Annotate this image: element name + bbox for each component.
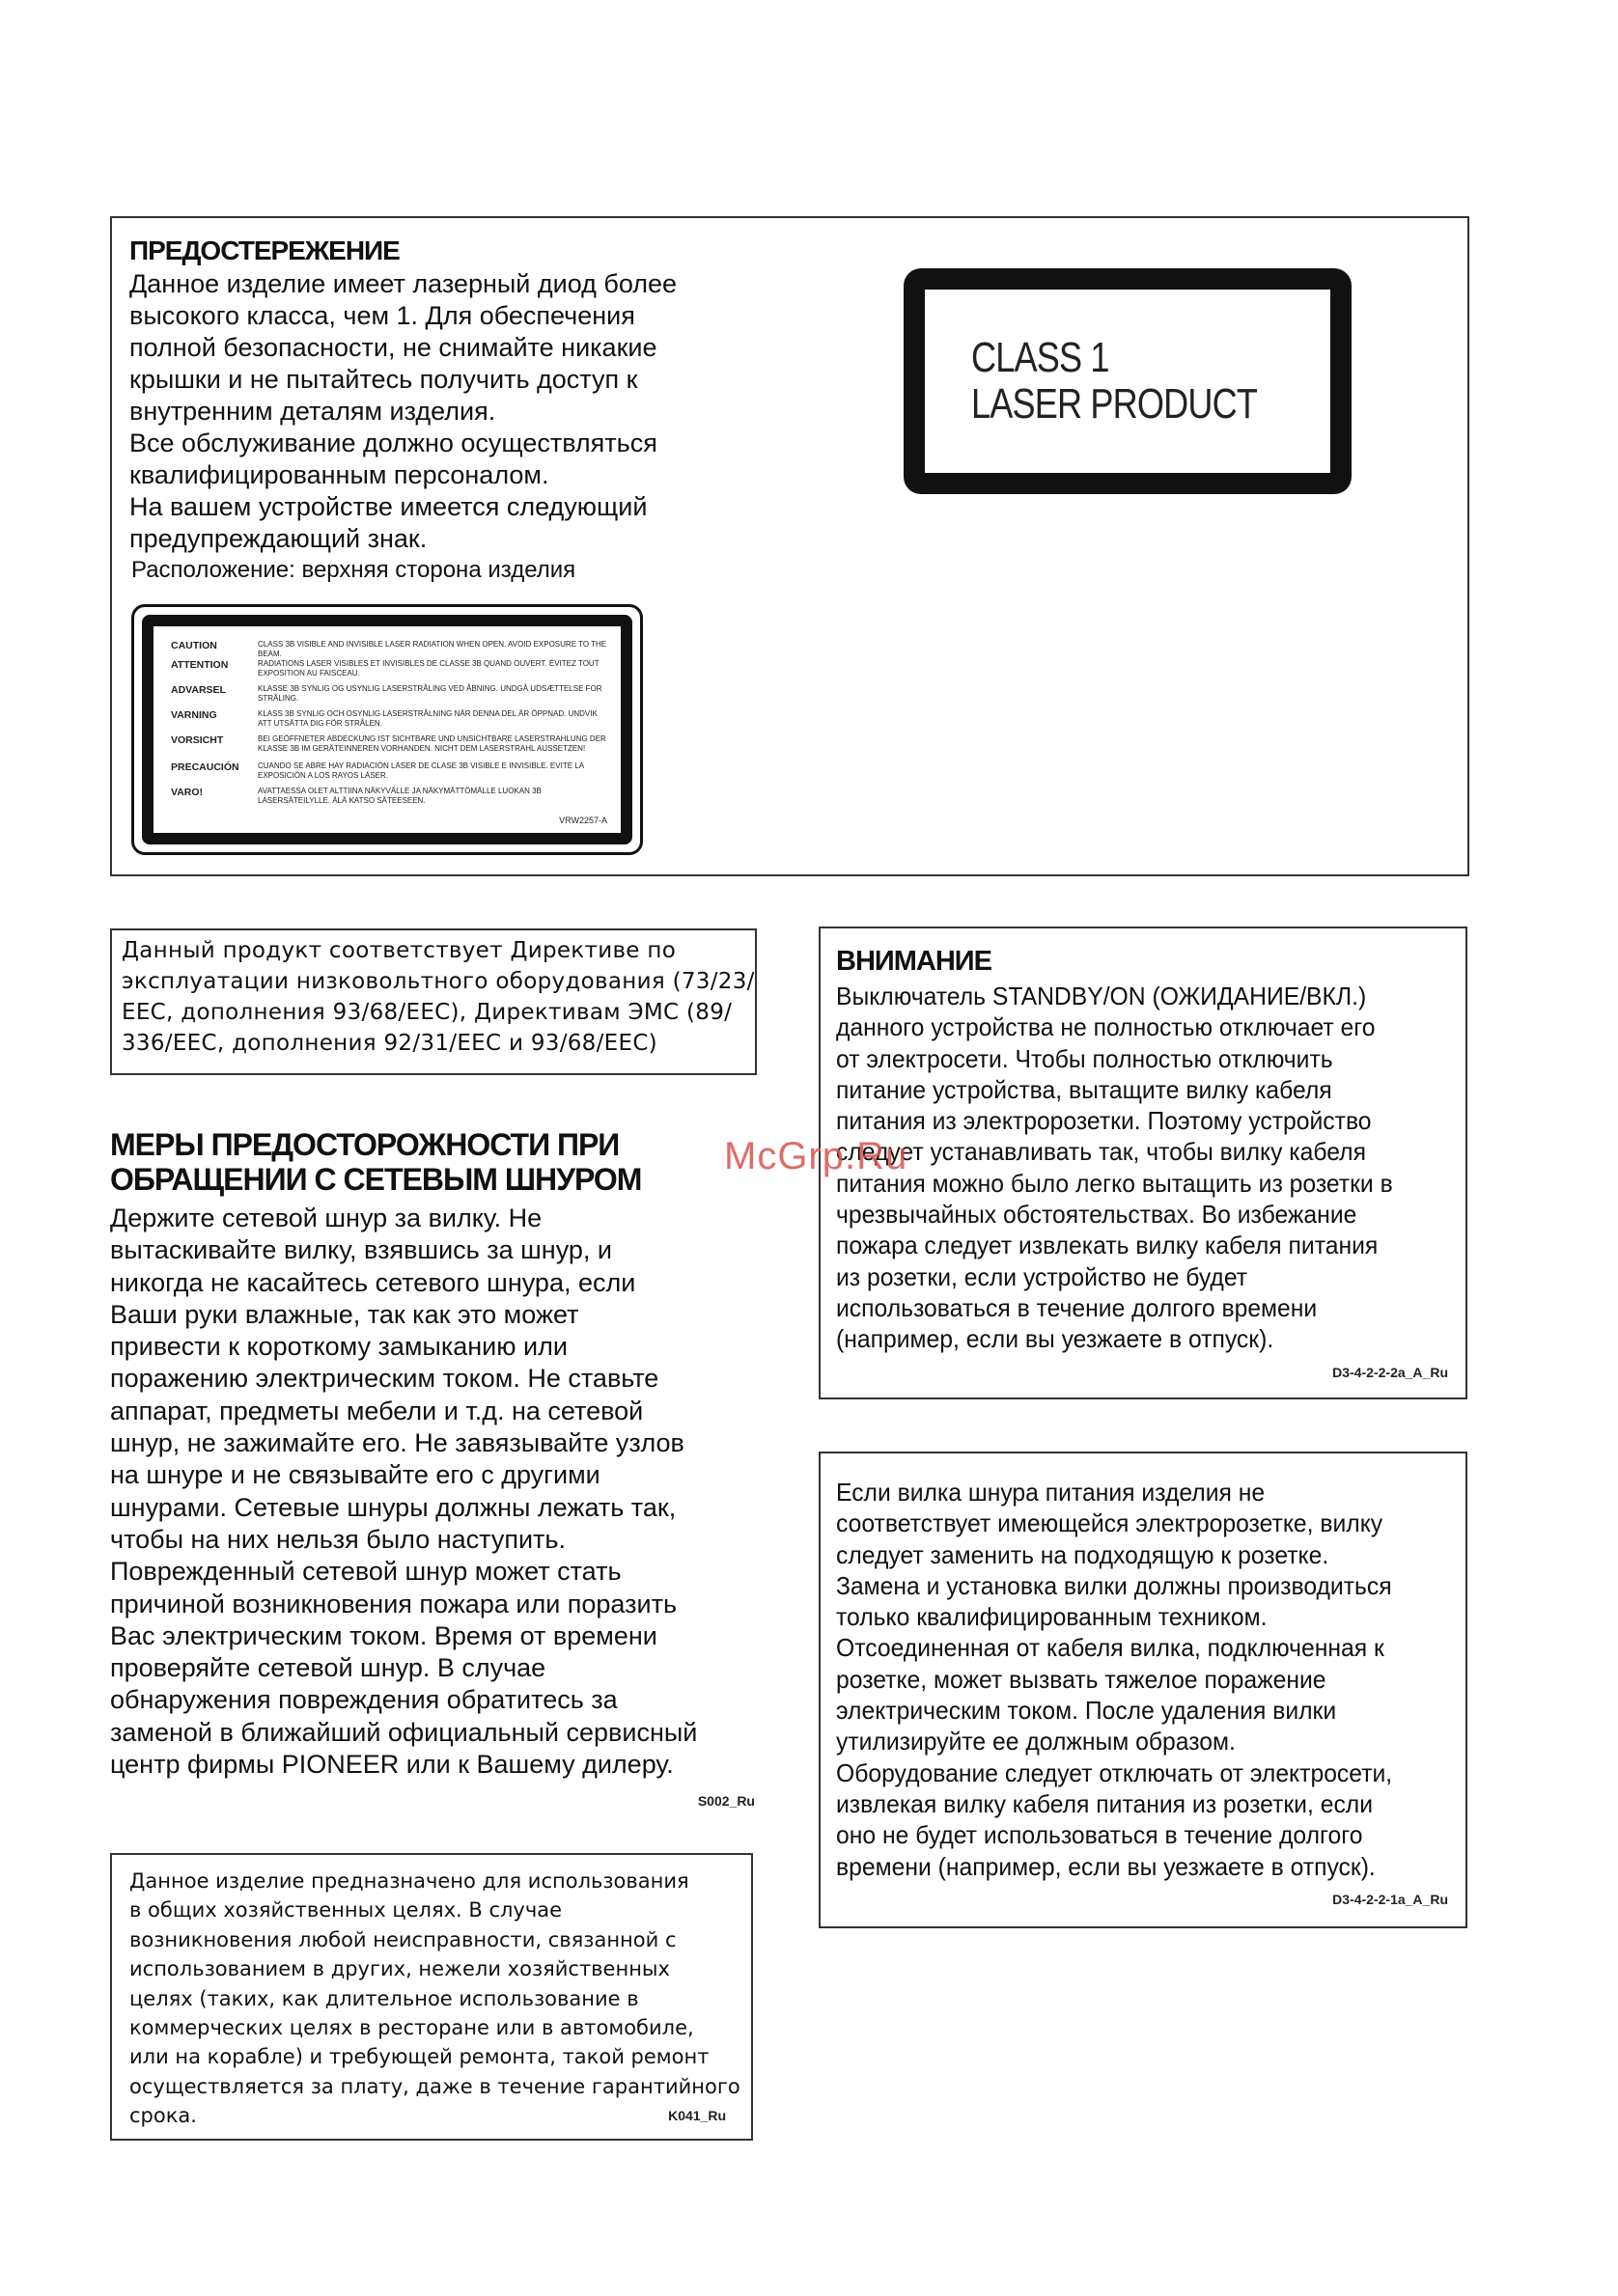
caution-box [110,216,1469,876]
attention-body: Выключатель STANDBY/ON (ОЖИДАНИЕ/ВКЛ.) данного устройства не полностью отключает его от электросети. Чтобы полностью отключить питание устройства, вытащите вилку кабеля питания из электророзетки. Поэтому устройство следует устанавливать так, чтобы вилку кабеля питания можно было легко вытащить из розетки в чрезвычайных обстоятельствах. Во избежание пожара следует извлекать вилку кабеля питания из розетки, если устройство не будет использоваться в течение долгого времени (например, если вы уезжаете в отпуск). [836,982,1393,1354]
label-row-attention: ATTENTION RADIATIONS LASER VISIBLES ET INVISIBLES DE CLASSE 3B QUAND OUVERT. ÉVITEZ TOUT EXPOSITION AU FAISCEAU. [171,659,600,678]
class1-line2: LASER PRODUCT [971,380,1258,428]
cord-title-line1: МЕРЫ ПРЕДОСТОРОЖНОСТИ ПРИ [110,1127,620,1162]
watermark: McGrp.Ru [724,1135,908,1177]
attention-box [819,927,1467,1399]
laser-warning-label [131,604,643,855]
label-row-precaucion: PRECAUCIÓN CUANDO SE ABRE HAY RADIACIÓN LÁSER DE CLASE 3B VISIBLE E INVISIBLE. EVITE LA EXPOSICIÓN A LOS RAYOS LÁSER. [171,761,584,780]
label-row-caution: CAUTION CLASS 3B VISIBLE AND INVISIBLE LASER RADIATION WHEN OPEN. AVOID EXPOSURE TO THE BEAM. [171,640,607,658]
cord-code: S002_Ru [697,1793,755,1809]
plug-body: Если вилка шнура питания изделия не соответствует имеющейся электророзетке, вилку следует заменить на подходящую к розетке. Замена и установка вилки должны производиться только квалифицированным техником. Отсоединенная от кабеля вилка, подключенная к розетке, может вызвать тяжелое поражение электрическим током. После удаления вилки утилизируйте ее должным образом. Оборудование следует отключать от электросети, извлекая вилку кабеля питания из розетки, если оно не будет использоваться в течение долгого времени (например, если вы уезжаете в отпуск). [836,1478,1393,1881]
class1-label-panel [925,290,1330,473]
attention-code: D3-4-2-2-2a_A_Ru [1332,1365,1448,1380]
caution-body: Данное изделие имеет лазерный диод более высокого класса, чем 1. Для обеспечения полной безопасности, не снимайте никакие крышки и не пытайтесь получить доступ к внутренним деталям изделия. Все обслуживание должно осуществляться квалифицированным персоналом. На вашем устройстве имеется следующий предупреждающий знак. [129,269,678,553]
cord-title-line2: ОБРАЩЕНИИ С СЕТЕВЫМ ШНУРОМ [110,1162,642,1197]
class1-line1: CLASS 1 [971,334,1109,381]
label-code: VRW2257-A [559,816,607,825]
household-box [110,1853,753,2141]
directive-box [110,928,757,1075]
plug-code: D3-4-2-2-1a_A_Ru [1332,1892,1448,1907]
caution-title: ПРЕДОСТЕРЕЖЕНИЕ [129,235,400,265]
household-code: K041_Ru [668,2108,726,2123]
household-body: Данное изделие предназначено для использования в общих хозяйственных целях. В случае возникновения любой неисправности, связанной с использованием в других, нежели хозяйственных целях (таких, как длительное использование в коммерческих целях в ресторане или в автомобиле, или на корабле) и требующей ремонта, такой ремонт осуществляется за плату, даже в течение гарантийного срока. [129,1869,740,2128]
label-row-varning: VARNING KLASS 3B SYNLIG OCH OSYNLIG LASERSTRÅLNING NÄR DENNA DEL ÄR ÖPPNAD. UNDVIK ATT UTSÄTTA DIG FÖR STRÅLEN. [171,709,598,728]
label-row-vorsicht: VORSICHT BEI GEÖFFNETER ABDECKUNG IST SICHTBARE UND UNSICHTBARE LASERSTRAHLUNG DER KLASSE 3B IM GERÄTEINNEREN VORHANDEN. NICHT DEM LASERSTRAHL AUSSETZEN! [171,734,606,753]
caution-location: Расположение: верхняя сторона изделия [131,557,576,583]
laser-warning-label-inner [142,615,632,844]
cord-section [110,1127,757,1822]
laser-warning-label-panel [153,626,621,833]
plug-box [819,1452,1467,1928]
attention-title: ВНИМАНИЕ [836,946,991,977]
directive-body: Данный продукт соответствует Директиве по эксплуатации низковольтного оборудования (73/23/ EEC, дополнения 93/68/EEC), Директивам ЭМС (89/ 336/EEC, дополнения 92/31/EEC и 93/68/EEC) [122,938,755,1056]
label-row-advarsel: ADVARSEL KLASSE 3B SYNLIG OG USYNLIG LASERSTRÅLING VED ÅBNING. UNDGÅ UDSÆTTELSE FOR STRÅLING. [171,684,602,703]
class1-label [904,268,1352,494]
cord-body: Держите сетевой шнур за вилку. Не вытаскивайте вилку, взявшись за шнур, и никогда не касайтесь сетевого шнура, если Ваши руки влажные, так как это может привести к короткому замыканию или поражению электрическим током. Не ставьте аппарат, предметы мебели и т.д. на сетевой шнур, не зажимайте его. Не завязывайте узлов на шнуре и не связывайте его с другими шнурами. Сетевые шнуры должны лежать так, чтобы на них нельзя было наступить. Поврежденный сетевой шнур может стать причиной возникновения пожара или поразить Вас электрическим током. Время от времени проверяйте сетевой шнур. В случае обнаружения повреждения обратитесь за заменой в ближайший официальный сервисный центр фирмы PIONEER или к Вашему дилеру. [110,1203,698,1780]
label-row-varo: VARO! AVATTAESSA OLET ALTTIINA NÄKYVÄLLE JA NÄKYMÄTTÖMÄLLE LUOKAN 3B LASERSÄTEILYLLE. ÄLÄ KATSO SÄTEESEEN. [171,787,542,805]
